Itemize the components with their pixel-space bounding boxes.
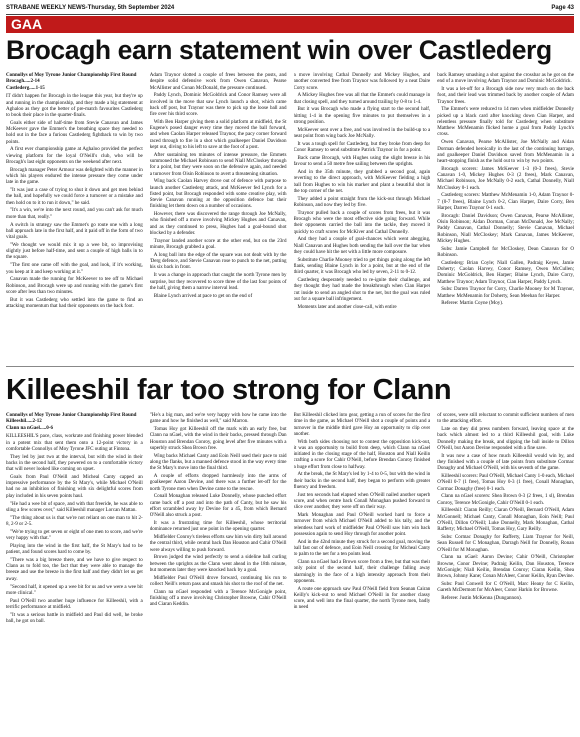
paragraph: But it was Brocagh who made a flying start to the second half, hitting 1-4 in the opening five minutes to put themselves in a strong position. (293, 106, 431, 125)
paragraph: "There was a big breeze there, and we have to give respect to Clann as to fold too, the fact that they were able to manage the breeze and use the breeze in the first half and they didn't let us get away. (6, 556, 143, 582)
paragraph: Paul O'Neill two another huge influence for Killeeshil, with a terrific performance at midfield. (6, 597, 143, 610)
paragraph: Brocagh: Daniel Davidson; Owen Canavan, Pearse McAllister, Oisin Robinson; Aidan Dorman, Conan McDonald, Joe McNally; Paddy Canavan, Cathal Donnelly; Stevie Canavan, Michael Robinson, Niall McCloskey; Mark Canavan, James McKeever, Mickey Hughes. (437, 212, 574, 244)
paragraph: Mark Monaghan and Paul O'Neill worked hard to force a turnover from which Michael O'Neill added to his tally, and the relentless hard work of midfielder Paul O'Neill saw him win back possession again to send Hoy through for another point. (293, 512, 431, 537)
paragraph: "It was just a case of trying to shut it down and get men behind the ball, and hopefully we could force a turnover or a mistake and then hold on to it to run it down," he said. (6, 187, 143, 206)
paragraph: "It's a win, we're into the next round, and you can't ask for much more than that, really." (6, 207, 143, 220)
paragraph: It was now a case of how much Killeeshil would win by, and they finished with a couple of late points from substitute Cormac Donaghy and Michael O'Neill, with his seventh of the game. (437, 452, 574, 472)
paragraph: A couple of efforts dropped harmlessly into the arms of goalkeeper Aaron Devine, and there was a further let-off for the north Tyrone men when Devine came to the rescue. (149, 473, 287, 492)
paragraph: Conall Monaghan released Luke Donnelly, whose punched effort came back off a post and into the path of Canty, but he saw his effort scrambled away by Devine for a 45, from which Bernard O'Neill also struck a post. (149, 493, 287, 519)
paragraph: Substitute Charlie Mooney tried to get things going along the left flank, sending Blaine Lynch in for a point, but at the end of the third quarter, it was Brocagh who led by seven, 2-11 to 0-12. (293, 256, 431, 276)
paragraph: Clann na nGael scorers: Shea Brown 0-3 (2 frees, 1 sl), Brendan Conroy, Terence McGonigle, Cahir O'Neill 0-1 each. (437, 493, 574, 506)
paragraph: It was a change in approach that caught the north Tyrone men by surprise, but they recovered to score three of the last four points of the half, giving them a narrow interval lead. (149, 272, 287, 291)
paragraph: And in the 42nd minute they struck for a second goal, moving the ball fast out of defence, and Eoin Neill crossing for Micheal Canty to palm to the net for a ten points lead. (293, 538, 431, 558)
paragraph: Goals from Paul O'Neill and Micheal Canty capped an impressive performance by the St Mary's, while Michael O'Neill had no an inhibition of finishing with six delightful scores from play included in his seven points haul. (6, 473, 143, 499)
paragraph: The Emmet's were reduced to 14 men when midfielder Donnelly picked up a black card after knocking down Cian Harper, and relentless pressure finally told for Castlederg when substitute Matthew McMenamin flicked home a goal from Paddy Lynch's cross. (437, 106, 574, 138)
paragraph: Subs: Jamie Campbell for McCloskey, Dean Canavan for O Robinson. (437, 245, 574, 258)
article2-col1 (6, 412, 143, 731)
article1-col3 (294, 72, 431, 360)
paragraph: "He's a big man, and we're very happy with how he came into the game and how he finished as well," said Marron. (149, 412, 287, 425)
article-divider (6, 366, 574, 367)
article2-col4 (437, 412, 574, 731)
paragraph: "The first one came off with the goal, and look, if it's working, you keep at it and keep working at it." (6, 262, 143, 275)
paragraph: But it was Castlederg who settled into the game to find an attacking momentum that had their opponents on the back foot. (6, 296, 143, 309)
paragraph: Back came Brocagh, with Hughes using the slight breeze in his favour to send a 50 metre free sailing between the uprights. (293, 154, 431, 168)
paragraph: At the break, the St Mary's led by 1-4 to 0-5, but with the wind in their backs in the second half, they began to perform with greater fluency and freedom. (293, 471, 431, 490)
paragraph: Traynor pulled back a couple of scores from frees, but it was Brocagh who were the most effective side going forward. While their opponents carried the ball into the tackle, they moved it quickly to craft scores for McKiver and Cathal Donnelly. (293, 209, 431, 235)
paragraph: Killeeshil scorers: Paul O'Neill, Michael Canty 1-0 each, Michael O'Neill 0-7 (1 free), Tomas Hoy 0-3 (1 free), Conall Monaghan, Cormac Donaghy (free) 0-1 each. (437, 473, 574, 492)
paragraph: a move involving Cathal Donnelly and Mickey Hughes, and another converted free from Traynor was followed by a neat Daire Corry score. (293, 72, 431, 91)
article1-headline: Brocagh earn statement win over Castlederg (6, 35, 552, 65)
paragraph: Brocagh manager Peter Armour was delighted with the manner in which his players endured the intense pressure they come under late in the game. (6, 166, 143, 186)
paragraph: Late on they did press numbers forward, leaving space at the back which almost led to a third Killeeshil goal, with Luke Donnelly making the break, and slipping the ball inside to Dillon O'Neill, but Aaron Devine responded with a fine save. (437, 426, 574, 451)
masthead-title: STRABANE WEEKLY NEWS-Thursday, 5th September 2024 (6, 5, 175, 11)
paragraph: McKeever sent over a free, and was involved in the build-up to a neat point from wing back Joe McNally. (293, 126, 431, 140)
paragraph: However, there was discovered the range through Joe McNally, who finished off a move involving Mickey Hughes and Canavan, and as they continued to press, Hughes had a goal-bound shot blocked by a defender. (149, 211, 287, 236)
paragraph: Owen Canavan, Pearse McAllister, Joe McNally and Aidan Dorman defended heroically in the last of the continuing barrage, and goalkeeper Daniel Davidson saved from McMenamin in a heart-stopping finish as the hold out to win by two points. (437, 139, 574, 165)
article1-body (6, 72, 574, 360)
paragraph: But Killeeshil clicked into gear, getting a run of scores for the first time in the game, as Michael O'Neill shot a couple of points and a turnover in the middle third gave Hoy an opportunity to clip over another. (293, 412, 431, 437)
paragraph: After sustaining ten minutes of intense pressure, the Emmets summoned the Michael Robinson to send Niall McCloskey through for a point, but they were soon on the defensive again, and needed a turnover from Oisin Robinson to avert a threatening situation. (149, 151, 287, 177)
paragraph: Clann na nGael had a Brown score from a free, but that was their only point of the second half, their challenge falling away alarmingly in the face of a high intensity approach from their opponents. (293, 559, 431, 584)
page-number: Page 43 (551, 5, 574, 11)
paragraph: With both sides choosing not to contest the opposition kick-out, it was an opportunity to build from deep, which Clann na nGael initiated in the closing stage of the half, Houston and Niall Keilin crafting a score for Cahir O'Neill, before Brendan Conroy finished a huge effort from close to halfway. (293, 438, 431, 470)
paragraph: Traynor landed another score at the other end, but on the 23rd minute, Brocagh grabbed a goal. (149, 237, 287, 251)
paragraph: A long ball into the edge of the square was not dealt with by the 'Derg defence, and Stevie Canavan rose to punch to the net, putting his six back in front. (149, 251, 287, 271)
paragraph: Castlederg desperately needed to re-ignite their challenge, and they thought they had made the breakthrough when Cian Harper cut inside to send an angled shot to the net, but the goal was ruled out for a square ball infringement. (293, 277, 431, 302)
paragraph: Clann na nGael responded with a Terence McGonigle point, finishing off a move involving Christopher Browne, Cahir O'Neill and Ciaran Keddin. (149, 588, 287, 608)
paragraph: Wing back Caolan Harvey drove out of defence with purpose to launch another Castlederg attack, and McKeever fed Lynch for a fisted point, but Brocagh responded with some creative play, with Stevie Canavan running at the opposition defence but their finishing let them down on a number of occasions. (149, 178, 287, 210)
paragraph: KILLEESHIL'S pace, class, workrate and finishing power blended in a potent mix that sent them onto a 12-point victory in a comfortable Connollys of Moy Tyrone JFC outing at Fintona. (6, 433, 143, 452)
paragraph: Referee: Justin McKenna (Dungannon). (441, 595, 522, 602)
section-banner: GAA (6, 16, 574, 33)
paragraph: "Second half, it opened up a wee bit for us and we were a wee bit more clinical." (6, 583, 143, 596)
article1-col2 (150, 72, 287, 360)
paragraph: IT didn't happen for Brocagh in the league this year, but they're up and running in the championship, and they made a big statement at Aghaloo as they got the better of pre-match favourites Castlederg to book their place in the quarter-finals. (6, 93, 143, 118)
paragraph: "We're trying to get seven or eight of one men to score, and we're very happy with that." (6, 528, 143, 541)
paragraph: And in the 35th minute, they grabbed a second goal, again reverting to the direct approach, with McKeever fielding a high ball from Hughes to win his marker and plant a beautiful shot in the top corner of the net. (293, 169, 431, 194)
paragraph: A first ever championship game at Aghaloo provided the perfect viewing platform for the loyal O'Neill's club, who will be Brocagh's last eight opponents on the weekend after next. (6, 146, 143, 165)
article2-col3 (294, 412, 431, 731)
paragraph: Goals either side of half-time from Stevie Canavan and James McKeever gave the Emmet's the breathing space they needed to hold out in the face a furious Castlederg fightback to win by two points. (6, 119, 143, 145)
paragraph: Subs: Paul Conwell for C O'Neill, Marc Heany for C Keilin, Gareth McDermott for McAleer, Conor Harkin for Browne. (437, 581, 574, 594)
paragraph: Midfielder Paul O'Neill drove forward, continuing his run to collect Neill's return pass and smash his shot to the roof of the net. (149, 574, 287, 587)
paragraph: A Mickey Hughes free was all that the Emmet's could manage in that closing spell, and they turned around trailing by 0-8 to 1-4. (293, 92, 431, 105)
paragraph: Moments later and another close-call, with entire (297, 303, 397, 310)
paragraph: "He had a wee bit of space, and with that freeride, he was able to sling a few scores over," said Killeeshil manager Lorcan Mattan. (6, 500, 143, 513)
article2-body (6, 412, 574, 731)
paragraph: Adam Traynor slotted a couple of frees between the posts, and despite solid defensive work from Owen Canavan, Pearse McAllister and Conan McDonald, the pressure continued. (149, 72, 287, 91)
paragraph: Paddy Lynch, Dominic McGoldrick and Conor Ramsey were all involved in the move that saw Lynch launch a shot, which came back off post, but Traynor was there to pick up the loose ball and fire over his third score. (149, 92, 287, 118)
paragraph: It was a tough spell for Castlederg, but they broke from deep for Conor Ramsey to send substitute Patrick Traynor in for a point. (293, 140, 431, 154)
article2-lead: Connollys of Moy Tyrone Junior Championship First Round (6, 412, 137, 418)
paragraph: of scores, were still reluctant to commit sufficient numbers of men to the attacking effort. (437, 412, 574, 425)
masthead (6, 3, 574, 15)
paragraph: Playing into the wind in the first half, the St Mary's had to be patient, and found scores hard to come by. (6, 542, 143, 556)
paragraph: They led by just two at the interval, but with the wind in their backs in the second half, they powered on to a comfortable victory that will never looked like coming on upset. (6, 453, 143, 473)
paragraph: Blaine Lynch arrived at pace to get on the end of (153, 292, 253, 299)
article2-headline: Killeeshil far too strong for Clann (6, 374, 452, 406)
paragraph: "The thing about us is that we're not reliant on one man to hit 2-8, 2-9 or 2-5. (6, 514, 143, 527)
paragraph: It was a frustrating time for Killeeshil, whose territorial dominance returned just one point in the opening quarter. (149, 519, 287, 533)
paragraph: And they had a couple of goal-chances which went abegging, Niall Canavan and Hughes both sending the ball over the bar when they could have hit the net with a little more composure. (293, 236, 431, 255)
paragraph: Subs: Cormac Donaghy for Rafferty, Liam Traynor for Neill, Sean Russell for C Monaghan, Darragh Neill for Donnelly, Ronan O'Neill for M Monaghan. (437, 534, 574, 553)
paragraph: A route one approach saw Paul O'Neill field from Seanan Cairan Keilly's kick-out to send Michael O'Neill in for another classy score, and well into the final quarter, the north Tyrone men, badly in need (293, 585, 431, 611)
paragraph: Killeeshil: Ciaran Reilly; Ciaran O'Neill, Bernard O'Neill, Adam McGonnell; Michael Canty, Conall Monaghan, Eoin Neill; Paul O'Neill, Dillon O'Neill; Luke Donnelly, Mark Monaghan, Cathal Rafferty; Michael O'Neill, Tomas Hoy, Gary Reilly. (437, 507, 574, 533)
article2-score-away: Clann na nGael.....0-6 (6, 424, 53, 431)
paragraph: Referee: Martin Coyne (Moy). (441, 300, 504, 307)
article1-col1 (6, 72, 143, 360)
article2-col2 (150, 412, 287, 731)
paragraph: Clann na nGael: Aaron Devine; Cahir O'Neill, Christopher Browne, Conor Devine; Padraig Keilin, Dan Houston, Terence McGonigle; Niall Keilin, Brendan Conroy; Ciaran Keilin, Shea Brown, Johnny Kane; Conan McAleer, Conor Keilin, Ryan Devine. (437, 554, 574, 580)
paragraph: "We thought we would mix it up a wee bit, so improvising slightly just before half-time, and sent a couple of high balls in to the square. (6, 241, 143, 261)
paragraph: Tomas Hoy got Killeeshil off the mark with an early free, but Clann na nGael, with the wind in their backs, pressed through Dan Houston and Brendan Conroy, going level after five minutes with a superbly struck Shea Brown free. (149, 426, 287, 451)
paragraph: It was a let-off for a Brocagh side now very much on the back foot, and their lead was trimmed back by another couple of Adam Traynor frees. (437, 86, 574, 105)
paragraph: Castlederg: Brian Coyle; Niall Gallen, Padraig Keyes, Jamie Doherty; Caolan Harvey, Conor Ramsey, Owen McCullen; Dominic McGoldrick, Ben Harper; Blaine Lynch, Daire Corry, Matthew Traynor; Adam Traynor, Cian Harper, Paddy Lynch. (437, 259, 574, 285)
article2-score-home: Killeeshil.....2-12 (6, 418, 42, 425)
article1-score-away: Castlederg.....1-15 (6, 84, 45, 91)
paragraph: Castlederg scorers: Matthew McMenamin 1-0, Adam Traynor 0-7 (0-7 frees), Blaine Lynch 0-2, Cian Harper, Daire Corry, Ben Harper, Darren Traynor 0-1 each. (437, 192, 574, 211)
paragraph: Subs: Darren Traynor for Corry, Charlie Mooney for M Traynor, Matthew McMenamin for Doherty, Sean Meehan for Harper. (437, 286, 574, 299)
paragraph: Just ten seconds had elapsed when O'Neill nailed another superb score, and when centre back Conall Monaghan pushed forward to slice over another, they were off on their way. (293, 491, 431, 511)
article1-score-home: Brocagh.....2-14 (6, 78, 40, 85)
paragraph: They added a point straight from the kick-out through Michael Robinson, and now they led by five. (293, 195, 431, 208)
paragraph: A switch in strategy saw the Emmet's go route one with a long ball approach late in the first half, and it paid off in the form of two vital goals. (6, 221, 143, 241)
paragraph: Brocagh scorers: James McKeever 1-3 (0-3 frees), Stevie Canavan 1-0, Mickey Hughes 0-3 (2 frees), Mark Canavan, Michael Robinson, Joe McNally 0-2 each, Cathal Donnelly, Niall McCloskey 0-1 each. (437, 165, 574, 191)
paragraph: "It was a serious battle in midfield and Paul did well, he broke ball, he got on ball. (6, 611, 143, 624)
paragraph: Midfielder Conroy's tireless efforts saw him win dirty ball around the central third, while central back Dan Houston and Cahir O'Neill were always willing to push forward. (149, 534, 287, 553)
paragraph: With Ben Harper giving them a solid platform at midfield, the St Eugene's posed danger every time they moved the ball forward, and when Caolan Harper released Traynor, the pacy corner forward raced through to fire in a shot which goalkeeper Daniel Davidson kept out, diving to his left to save at the foot of a post. (149, 118, 287, 150)
paragraph: back Ramsey smashing a shot against the crossbar as he got on the end of a move involving Adam Traynor and Dominic McGoldrick. (437, 72, 574, 85)
paragraph: Brown judged the wind perfectly to send a sideline ball curling between the uprights as the Clann went ahead in the 18th minute, but moments later they were knocked back by a goal. (149, 554, 287, 573)
article1-lead: Connollys of Moy Tyrone Junior Championship First Round (6, 72, 137, 78)
paragraph: Wing backs Michael Canty and Eoin Neill used their pace to raid along the flanks, but a manned defence stood in the way every time the St Mary's move into the final third. (149, 452, 287, 472)
paragraph: Canavan made the running for McKeever to tee off to Michael Robinson, and Brocagh were up and running with the game's first score after less than two minutes. (6, 276, 143, 295)
article1-col4 (437, 72, 574, 360)
